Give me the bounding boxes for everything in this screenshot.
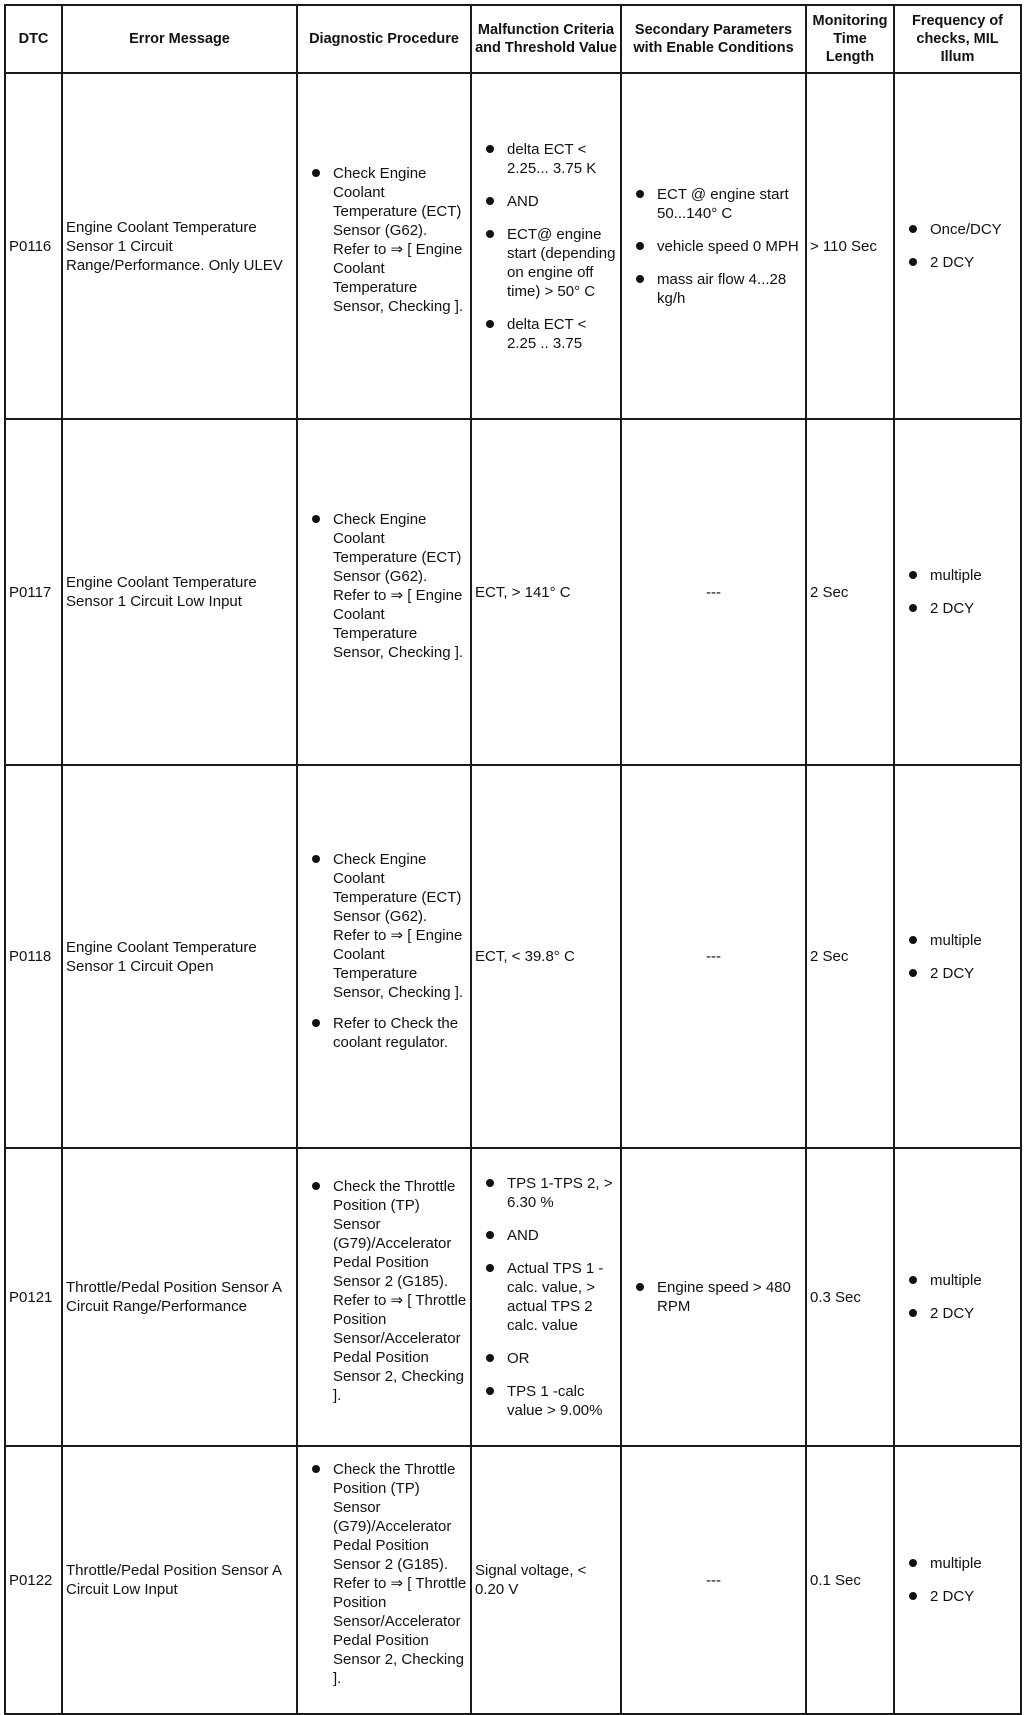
diagnostic-procedure [297, 419, 471, 765]
error-message: Throttle/Pedal Position Sensor A Circuit Low Input [62, 1446, 297, 1714]
secondary-parameters: --- [621, 765, 806, 1148]
procedure-step: Check Engine Coolant Temperature (ECT) Sensor (G62). Refer to ⇒ [ Engine Coolant Temperature Sensor, Checking ]. [301, 510, 467, 662]
dtc-table [4, 4, 1022, 1715]
frequency-item: multiple [898, 1554, 1017, 1573]
criteria-item: delta ECT < 2.25 .. 3.75 [475, 315, 617, 353]
dtc-code: P0121 [5, 1148, 62, 1446]
criteria-item: ECT@ engine start (depending on engine off time) > 50° C [475, 225, 617, 301]
header-error-message: Error Message [62, 5, 297, 73]
malfunction-criteria [471, 1148, 621, 1446]
header-row [5, 5, 1021, 73]
frequency-item: 2 DCY [898, 253, 1017, 272]
criteria-item: Actual TPS 1 -calc. value, > actual TPS 2 calc. value [475, 1259, 617, 1335]
criteria-item: AND [475, 192, 617, 211]
monitoring-time: 0.3 Sec [806, 1148, 894, 1446]
monitoring-time: 0.1 Sec [806, 1446, 894, 1714]
monitoring-time: 2 Sec [806, 419, 894, 765]
header-diagnostic-procedure: Diagnostic Procedure [297, 5, 471, 73]
secondary-item: vehicle speed 0 MPH [625, 237, 802, 256]
frequency-item: Once/DCY [898, 220, 1017, 239]
header-monitoring-time: Monitoring Time Length [806, 5, 894, 73]
procedure-step: Check the Throttle Position (TP) Sensor (G79)/Accelerator Pedal Position Sensor 2 (G185). Refer to ⇒ [ Throttle Position Sensor/Accelerator Pedal Position Sensor 2, Checking ]. [301, 1460, 467, 1688]
procedure-step: Refer to Check the coolant regulator. [301, 1014, 467, 1052]
frequency [894, 419, 1021, 765]
frequency-item: 2 DCY [898, 964, 1017, 983]
frequency [894, 765, 1021, 1148]
table-row [5, 419, 1021, 765]
diagnostic-procedure [297, 73, 471, 419]
secondary-item: ECT @ engine start 50...140° C [625, 185, 802, 223]
table-row [5, 765, 1021, 1148]
table-row [5, 73, 1021, 419]
frequency [894, 1148, 1021, 1446]
header-dtc: DTC [5, 5, 62, 73]
frequency-item: 2 DCY [898, 599, 1017, 618]
procedure-step: Check Engine Coolant Temperature (ECT) Sensor (G62). Refer to ⇒ [ Engine Coolant Temperature Sensor, Checking ]. [301, 164, 467, 316]
dtc-code: P0118 [5, 765, 62, 1148]
error-message: Engine Coolant Temperature Sensor 1 Circuit Low Input [62, 419, 297, 765]
diagnostic-procedure [297, 1446, 471, 1714]
frequency [894, 73, 1021, 419]
secondary-parameters [621, 73, 806, 419]
procedure-step: Check Engine Coolant Temperature (ECT) Sensor (G62). Refer to ⇒ [ Engine Coolant Temperature Sensor, Checking ]. [301, 850, 467, 1002]
frequency [894, 1446, 1021, 1714]
frequency-item: 2 DCY [898, 1304, 1017, 1323]
table-row [5, 1446, 1021, 1714]
malfunction-criteria: Signal voltage, < 0.20 V [471, 1446, 621, 1714]
secondary-item: mass air flow 4...28 kg/h [625, 270, 802, 308]
criteria-item: OR [475, 1349, 617, 1368]
frequency-item: multiple [898, 931, 1017, 950]
monitoring-time: 2 Sec [806, 765, 894, 1148]
header-frequency: Frequency of checks, MIL Illum [894, 5, 1021, 73]
malfunction-criteria [471, 73, 621, 419]
criteria-item: delta ECT < 2.25... 3.75 K [475, 140, 617, 178]
criteria-item: TPS 1-TPS 2, > 6.30 % [475, 1174, 617, 1212]
dtc-code: P0122 [5, 1446, 62, 1714]
frequency-item: multiple [898, 566, 1017, 585]
secondary-item: Engine speed > 480 RPM [625, 1278, 802, 1316]
frequency-item: multiple [898, 1271, 1017, 1290]
criteria-item: AND [475, 1226, 617, 1245]
secondary-parameters [621, 1148, 806, 1446]
procedure-step: Check the Throttle Position (TP) Sensor (G79)/Accelerator Pedal Position Sensor 2 (G185). Refer to ⇒ [ Throttle Position Sensor/Accelerator Pedal Position Sensor 2, Checking ]. [301, 1177, 467, 1405]
diagnostic-procedure [297, 765, 471, 1148]
error-message: Engine Coolant Temperature Sensor 1 Circuit Open [62, 765, 297, 1148]
secondary-parameters: --- [621, 419, 806, 765]
malfunction-criteria: ECT, > 141° C [471, 419, 621, 765]
criteria-item: TPS 1 -calc value > 9.00% [475, 1382, 617, 1420]
monitoring-time: > 110 Sec [806, 73, 894, 419]
header-malfunction-criteria: Malfunction Criteria and Threshold Value [471, 5, 621, 73]
table-row [5, 1148, 1021, 1446]
secondary-parameters: --- [621, 1446, 806, 1714]
diagnostic-procedure [297, 1148, 471, 1446]
error-message: Engine Coolant Temperature Sensor 1 Circuit Range/Performance. Only ULEV [62, 73, 297, 419]
dtc-code: P0117 [5, 419, 62, 765]
dtc-code: P0116 [5, 73, 62, 419]
error-message: Throttle/Pedal Position Sensor A Circuit Range/Performance [62, 1148, 297, 1446]
malfunction-criteria: ECT, < 39.8° C [471, 765, 621, 1148]
frequency-item: 2 DCY [898, 1587, 1017, 1606]
header-secondary-parameters: Secondary Parameters with Enable Conditions [621, 5, 806, 73]
